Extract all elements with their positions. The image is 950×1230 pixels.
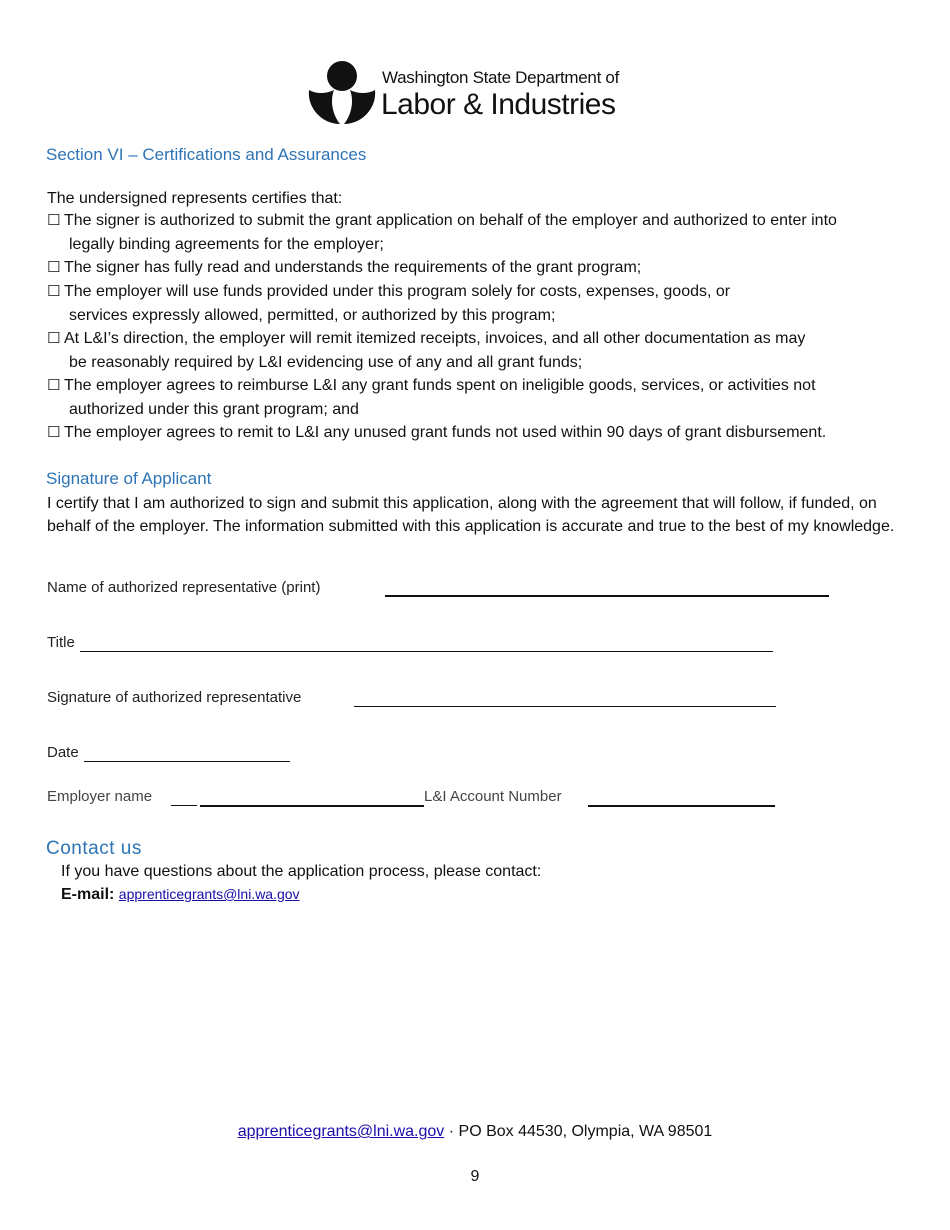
certification-item: [47, 256, 917, 280]
org-name-line1: Washington State Department of: [382, 68, 620, 87]
employer-field-line-short: [171, 805, 197, 806]
certification-text-cont: authorized under this grant program; and: [69, 400, 359, 418]
certification-text: The employer agrees to reimburse L&I any grant funds spent on ineligible goods, services, or activities not: [64, 377, 816, 394]
contact-email-row: [61, 883, 300, 906]
certification-text: The signer has fully read and understands the requirements of the grant program;: [64, 259, 642, 276]
section-title: Section VI – Certifications and Assurances: [46, 145, 367, 164]
agency-logo: [306, 56, 620, 126]
footer-email-link[interactable]: apprenticegrants@lni.wa.gov: [237, 1123, 445, 1140]
checkbox[interactable]: ☐: [47, 259, 61, 276]
checkbox[interactable]: ☐: [47, 330, 61, 347]
account-field-line[interactable]: [588, 805, 775, 807]
certification-text-cont: be reasonably required by L&I evidencing use of any and all grant funds;: [69, 353, 583, 371]
signature-statement: I certify that I am authorized to sign and submit this application, along with the agreement that will follow, if funded, on behalf of the employer. The information submitted with this application is accurate and true to the best of my knowledge.: [47, 495, 895, 535]
checkbox[interactable]: ☐: [47, 212, 61, 229]
contact-title: Contact us: [46, 838, 142, 859]
checkbox[interactable]: ☐: [47, 424, 61, 441]
title-field-label: Title: [47, 634, 75, 651]
name-field-label: Name of authorized representative (print): [47, 579, 321, 596]
signature-field-label: Signature of authorized representative: [47, 689, 302, 706]
checkbox[interactable]: ☐: [47, 283, 61, 300]
certification-text: The employer agrees to remit to L&I any unused grant funds not used within 90 days of grant disbursement.: [64, 424, 827, 441]
signature-field-line[interactable]: [354, 706, 776, 707]
date-field-line[interactable]: [84, 761, 290, 762]
certification-item: [47, 374, 917, 421]
org-name-line2: Labor & Industries: [381, 88, 616, 121]
certification-item: [47, 327, 917, 374]
account-field-label: L&I Account Number: [424, 788, 562, 805]
checkbox[interactable]: ☐: [47, 377, 61, 394]
contact-email-link[interactable]: apprenticegrants@lni.wa.gov: [118, 886, 300, 902]
date-field-label: Date: [47, 744, 79, 761]
employer-field-line[interactable]: [200, 805, 424, 807]
certification-item: [47, 209, 917, 256]
lni-logo-icon: [306, 56, 378, 126]
page-number: 9: [470, 1168, 480, 1185]
certification-text-cont: legally binding agreements for the employer;: [69, 235, 384, 253]
certification-item: [47, 421, 917, 445]
certification-text-cont: services expressly allowed, permitted, or authorized by this program;: [69, 306, 556, 324]
certification-text: The signer is authorized to submit the grant application on behalf of the employer and authorized to enter into: [64, 212, 837, 229]
signature-section-title: Signature of Applicant: [46, 469, 212, 488]
title-field-line[interactable]: [80, 651, 773, 652]
certification-intro: The undersigned represents certifies that:: [47, 190, 343, 207]
contact-text: If you have questions about the application process, please contact:: [61, 863, 542, 880]
name-field-line[interactable]: [385, 595, 829, 597]
employer-field-label: Employer name: [47, 788, 153, 805]
certification-text: The employer will use funds provided under this program solely for costs, expenses, goods, or: [64, 283, 731, 300]
certification-text: At L&I’s direction, the employer will remit itemized receipts, invoices, and all other documentation as may: [64, 330, 806, 347]
certification-item: [47, 280, 917, 327]
footer-address: · PO Box 44530, Olympia, WA 98501: [444, 1123, 713, 1140]
footer-contact: [0, 1123, 950, 1141]
email-label: E-mail:: [61, 886, 115, 903]
